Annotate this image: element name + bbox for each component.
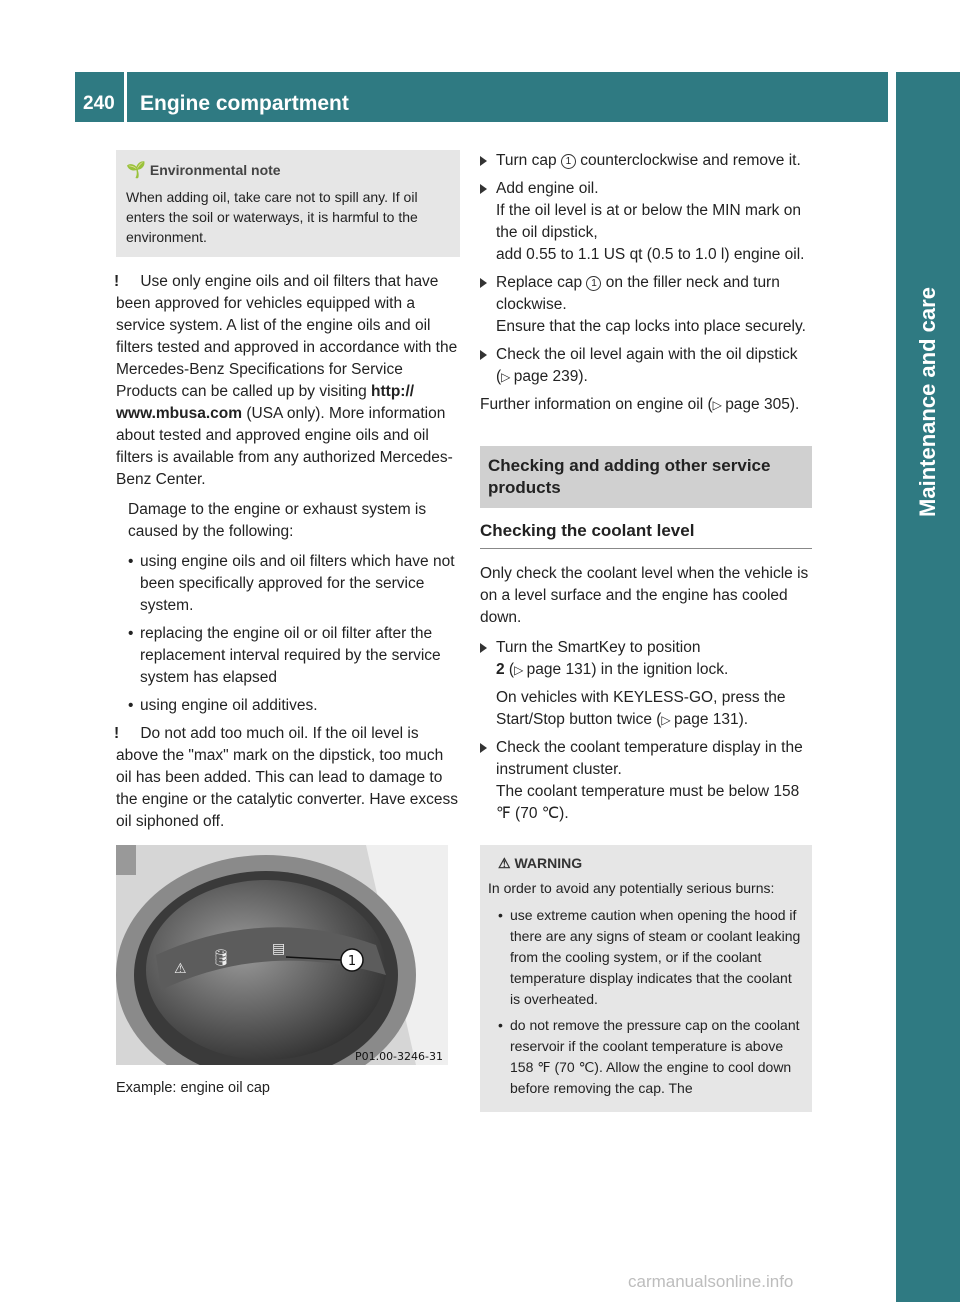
page-ref-link[interactable]: page 131	[673, 711, 739, 728]
right-column	[480, 150, 812, 1112]
page-title: Engine compartment	[140, 92, 349, 115]
step-check-oil	[480, 344, 812, 388]
step-text-line2	[496, 659, 812, 681]
list-item: • use extreme caution when opening the hood if there are any signs of steam or coolant leaking from the cooling system, or if the coolant temperature display indicates that the coolant is overheated.	[488, 905, 804, 1010]
further-info-text: Further information on engine oil (	[480, 396, 713, 413]
section-heading: Checking and adding other service products	[480, 446, 812, 508]
page-ref-arrow-icon: ▷	[514, 663, 527, 677]
step-text: ).	[578, 368, 588, 385]
engine-oil-cap-photo	[116, 845, 448, 1065]
photo-caption: Example: engine oil cap	[116, 1080, 270, 1096]
photo-callout-number: 1	[347, 954, 357, 969]
damage-intro: Damage to the engine or exhaust system is caused by the following:	[128, 501, 427, 540]
notice-oil-approval-text: Use only engine oils and oil filters that have been approved for vehicles equipped with a service system. A list of the engine oils and oil filters tested and approved in accordance with the Mercedes-Benz Specifications for Service Products can be called up by visiting	[116, 273, 458, 400]
step-text: Check the oil level again with the oil dipstick (	[496, 346, 798, 385]
step-text	[496, 637, 812, 659]
step-text-c: ) in the ignition lock.	[591, 661, 729, 678]
warning-title: WARNING	[514, 855, 583, 871]
svg-text:⚠: ⚠	[174, 961, 187, 977]
subsection-heading: Checking the coolant level	[480, 520, 812, 549]
environmental-note-title-row	[126, 160, 450, 181]
step-replace-cap	[480, 272, 812, 338]
mbusa-link[interactable]: http:// www.mbusa.com	[116, 383, 415, 422]
notice-oil-approval	[116, 271, 460, 491]
list-item: • using engine oil additives.	[116, 695, 460, 717]
leaf-icon: 🌱	[126, 162, 146, 179]
further-info-text: ).	[789, 396, 800, 413]
list-item: • do not remove the pressure cap on the coolant reservoir if the coolant temperature is above 158 ℉ (70 ℃). Allow the engine to cool down before removing the cap. The	[488, 1015, 804, 1099]
left-column	[116, 150, 460, 1099]
environmental-note	[116, 150, 460, 257]
svg-text:🛢: 🛢	[211, 948, 232, 967]
watermark: carmanualsonline.info	[628, 1272, 794, 1291]
list-item: • replacing the engine oil or oil filter after the replacement interval required by the service system has elapsed	[116, 623, 460, 689]
step-text: Check the coolant temperature display in the instrument cluster.	[496, 739, 803, 778]
page-ref-link[interactable]: page 305	[725, 396, 790, 413]
notice-overfill	[116, 723, 460, 833]
step-add-oil	[480, 178, 812, 266]
coolant-intro: Only check the coolant level when the vehicle is on a level surface and the engine has cooled down.	[480, 565, 809, 626]
warning-title-row	[498, 853, 804, 874]
warning-intro: In order to avoid any potentially serious burns:	[488, 880, 775, 896]
notice-icon: !	[114, 725, 120, 742]
step-text: Replace cap	[496, 274, 587, 291]
notice-overfill-text: Do not add too much oil. If the oil level is above the "max" mark on the dipstick, too much oil has been added. This can lead to damage to the engine or the catalytic converter. Have excess oil siphoned off.	[116, 725, 459, 830]
step-smartkey	[480, 637, 812, 731]
step-text-b: (	[504, 661, 515, 678]
step-body-text-end: ).	[738, 711, 749, 728]
list-item: • using engine oils and oil filters which have not been specifically approved for the service system.	[116, 551, 460, 617]
callout-1: 1	[561, 154, 576, 169]
page-ref-arrow-icon: ▷	[501, 370, 514, 384]
page-ref-link[interactable]: page 239	[513, 368, 579, 385]
callout-1: 1	[586, 276, 601, 291]
step-body: add 0.55 to 1.1 US qt (0.5 to 1.0 l) engine oil.	[496, 246, 805, 263]
warning-triangle-icon: ⚠	[498, 855, 511, 871]
environmental-note-text: When adding oil, take care not to spill any. If oil enters the soil or waterways, it is harmful to the environment.	[126, 189, 418, 245]
svg-text:▤: ▤	[272, 941, 286, 957]
step-body-text: On vehicles with KEYLESS-GO, press the Start/Stop button twice (	[496, 689, 786, 728]
step-check-temperature	[480, 737, 812, 825]
notice-icon: !	[114, 273, 120, 290]
step-body: If the oil level is at or below the MIN mark on the oil dipstick,	[496, 202, 801, 241]
step-body	[496, 687, 812, 731]
side-tab-label: Maintenance and care	[915, 287, 940, 517]
step-body: Ensure that the cap locks into place securely.	[496, 318, 806, 335]
page-ref-arrow-icon: ▷	[661, 713, 674, 727]
step-text: on the filler neck and turn clockwise.	[496, 274, 780, 313]
step-body: The coolant temperature must be below 158 ℉ (70 ℃).	[496, 783, 800, 822]
page-number: 240	[83, 93, 115, 114]
further-info	[480, 394, 812, 416]
step-text: counterclockwise and remove it.	[575, 152, 801, 169]
notice-oil-approval-text-end: (USA only). More information about tested and approved engine oils and oil filters is available from any authorized Mercedes-Benz Center.	[116, 405, 453, 488]
key-position: 2	[496, 661, 505, 678]
page-ref-arrow-icon: ▷	[712, 398, 726, 412]
environmental-note-title: Environmental note	[149, 162, 281, 178]
step-text: Turn cap	[496, 152, 561, 169]
step-remove-cap	[480, 150, 812, 172]
photo-code: P01.00-3246-31	[354, 1050, 443, 1063]
page-ref-link[interactable]: page 131	[526, 661, 592, 678]
side-tab-label-wrap	[896, 72, 960, 672]
warning-box	[480, 845, 812, 1112]
step-text: Add engine oil.	[496, 180, 599, 197]
step-text-a: Turn the SmartKey to position	[496, 639, 701, 656]
header-divider	[124, 72, 127, 122]
